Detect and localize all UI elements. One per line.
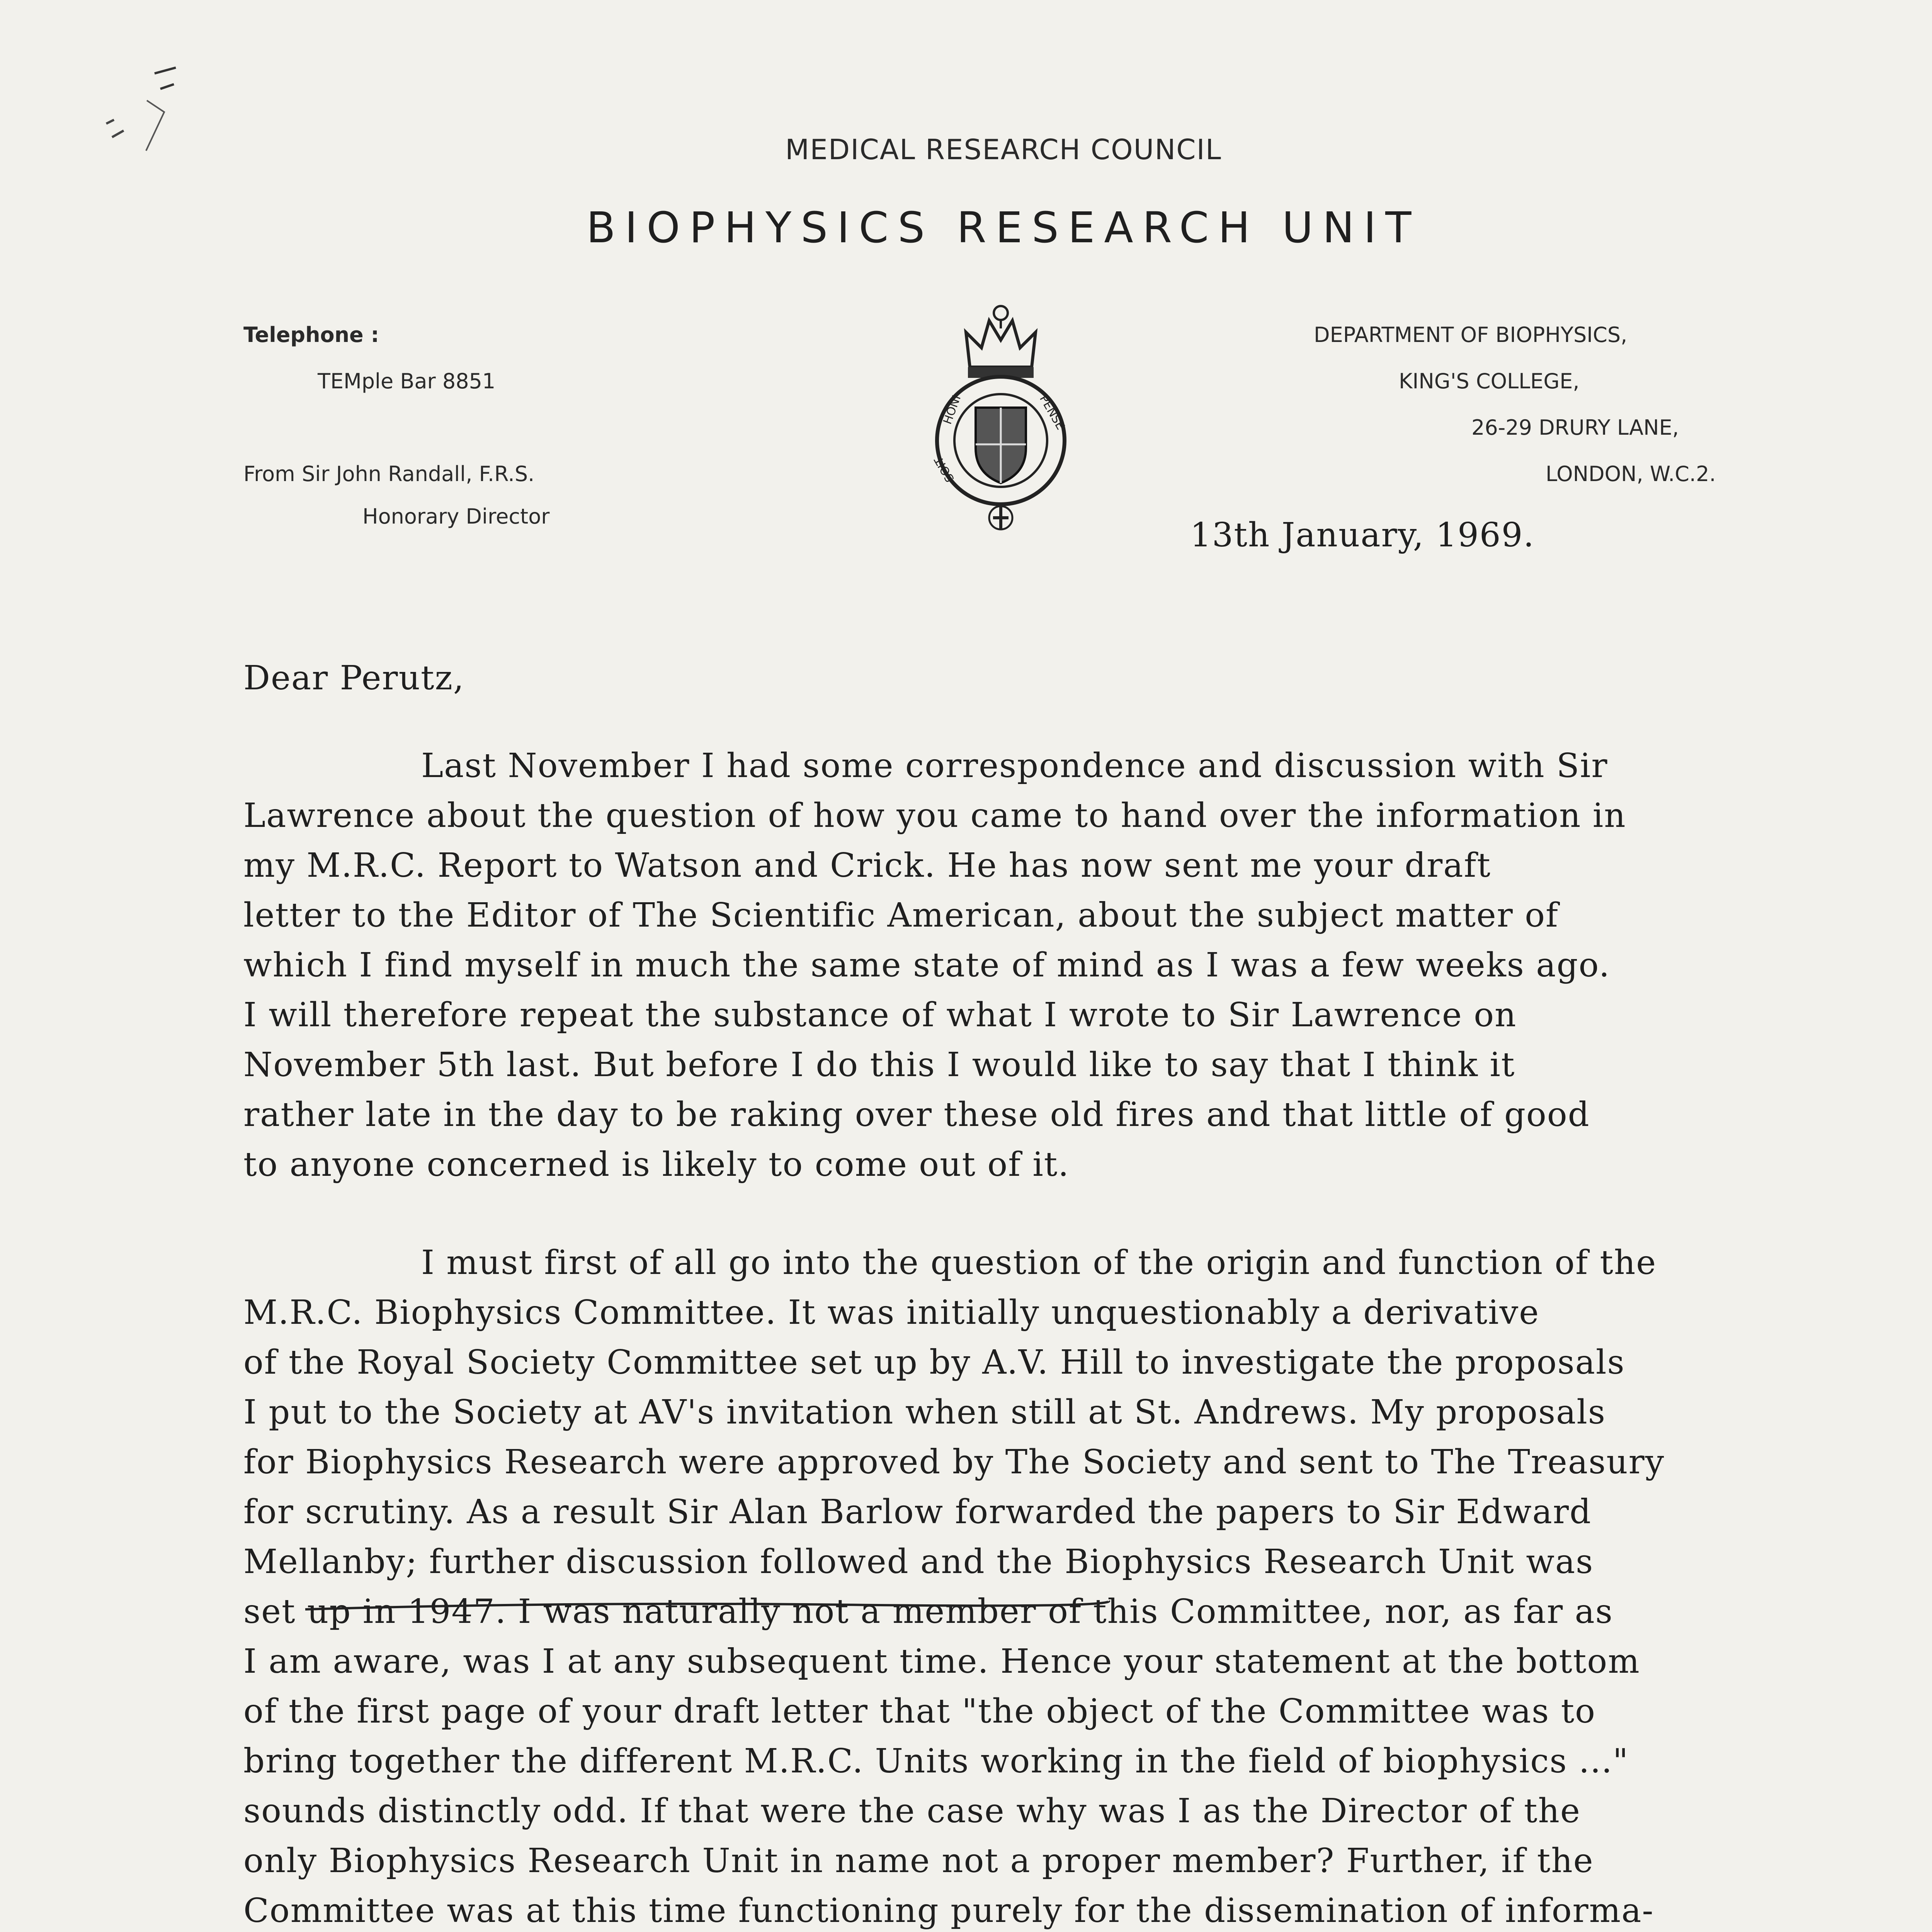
body-line: letter to the Editor of The Scientific American, about the subject matter of bbox=[243, 896, 1559, 935]
address-line-4: LONDON, W.C.2. bbox=[1546, 462, 1716, 486]
body-line: which I find myself in much the same state of mind as I was a few weeks ago. bbox=[243, 946, 1611, 985]
svg-text:SOIT: SOIT bbox=[932, 454, 957, 485]
body-line: Committee was at this time functioning purely for the dissemination of informa- bbox=[243, 1891, 1654, 1930]
letterhead-unit: BIOPHYSICS RESEARCH UNIT bbox=[586, 203, 1421, 252]
title-line: Honorary Director bbox=[362, 504, 550, 529]
paragraph-1 bbox=[243, 741, 1913, 1190]
body-line: of the first page of your draft letter that "the object of the Committee was to bbox=[243, 1692, 1596, 1731]
royal-coat-of-arms-icon bbox=[923, 298, 1078, 537]
body-line: for scrutiny. As a result Sir Alan Barlow forwarded the papers to Sir Edward bbox=[243, 1493, 1592, 1531]
body-line: sounds distinctly odd. If that were the case why was I as the Director of the bbox=[243, 1792, 1581, 1830]
body-line: Lawrence about the question of how you came to hand over the information in bbox=[243, 796, 1626, 835]
body-line: bring together the different M.R.C. Units working in the field of biophysics ..." bbox=[243, 1742, 1629, 1781]
svg-text:HONI: HONI bbox=[940, 393, 964, 426]
body-line: only Biophysics Research Unit in name not a proper member? Further, if the bbox=[243, 1842, 1594, 1880]
body-line: I must first of all go into the question of the origin and function of the bbox=[421, 1243, 1657, 1282]
body-line: M.R.C. Biophysics Committee. It was initially unquestionably a derivative bbox=[243, 1293, 1540, 1332]
body-line: I am aware, was I at any subsequent time. Hence your statement at the bottom bbox=[243, 1642, 1640, 1681]
letterhead-organization: MEDICAL RESEARCH COUNCIL bbox=[785, 133, 1222, 166]
address-line-2: KING'S COLLEGE, bbox=[1399, 369, 1580, 393]
address-line-3: 26-29 DRURY LANE, bbox=[1471, 415, 1679, 440]
body-line: November 5th last. But before I do this I would like to say that I think it bbox=[243, 1046, 1515, 1084]
handwritten-underline-icon bbox=[301, 1598, 1113, 1621]
from-line: From Sir John Randall, F.R.S. bbox=[243, 462, 535, 486]
body-line: for Biophysics Research were approved by The Society and sent to The Treasury bbox=[243, 1443, 1665, 1481]
body-line: my M.R.C. Report to Watson and Crick. He has now sent me your draft bbox=[243, 846, 1491, 885]
paragraph-2 bbox=[243, 1238, 1913, 1932]
body-line: Last November I had some correspondence and discussion with Sir bbox=[421, 747, 1608, 785]
body-line: I will therefore repeat the substance of what I wrote to Sir Lawrence on bbox=[243, 996, 1517, 1034]
address-line-1: DEPARTMENT OF BIOPHYSICS, bbox=[1314, 323, 1628, 347]
body-line: Mellanby; further discussion followed and the Biophysics Research Unit was bbox=[243, 1543, 1594, 1581]
letter-date: 13th January, 1969. bbox=[1190, 516, 1535, 554]
telephone-label: Telephone : bbox=[243, 323, 379, 347]
body-line: to anyone concerned is likely to come out of it. bbox=[243, 1145, 1070, 1184]
body-line: set up in 1947. I was naturally not a member of this Committee, nor, as far as bbox=[243, 1592, 1613, 1631]
svg-text:PENSE: PENSE bbox=[1037, 393, 1068, 432]
body-line: of the Royal Society Committee set up by A.V. Hill to investigate the proposals bbox=[243, 1343, 1625, 1382]
body-line: rather late in the day to be raking over these old fires and that little of good bbox=[243, 1095, 1590, 1134]
salutation: Dear Perutz, bbox=[243, 659, 465, 697]
body-line: I put to the Society at AV's invitation when still at St. Andrews. My proposals bbox=[243, 1393, 1606, 1432]
telephone-number: TEMple Bar 8851 bbox=[318, 369, 496, 393]
letter-body bbox=[243, 741, 1913, 1932]
